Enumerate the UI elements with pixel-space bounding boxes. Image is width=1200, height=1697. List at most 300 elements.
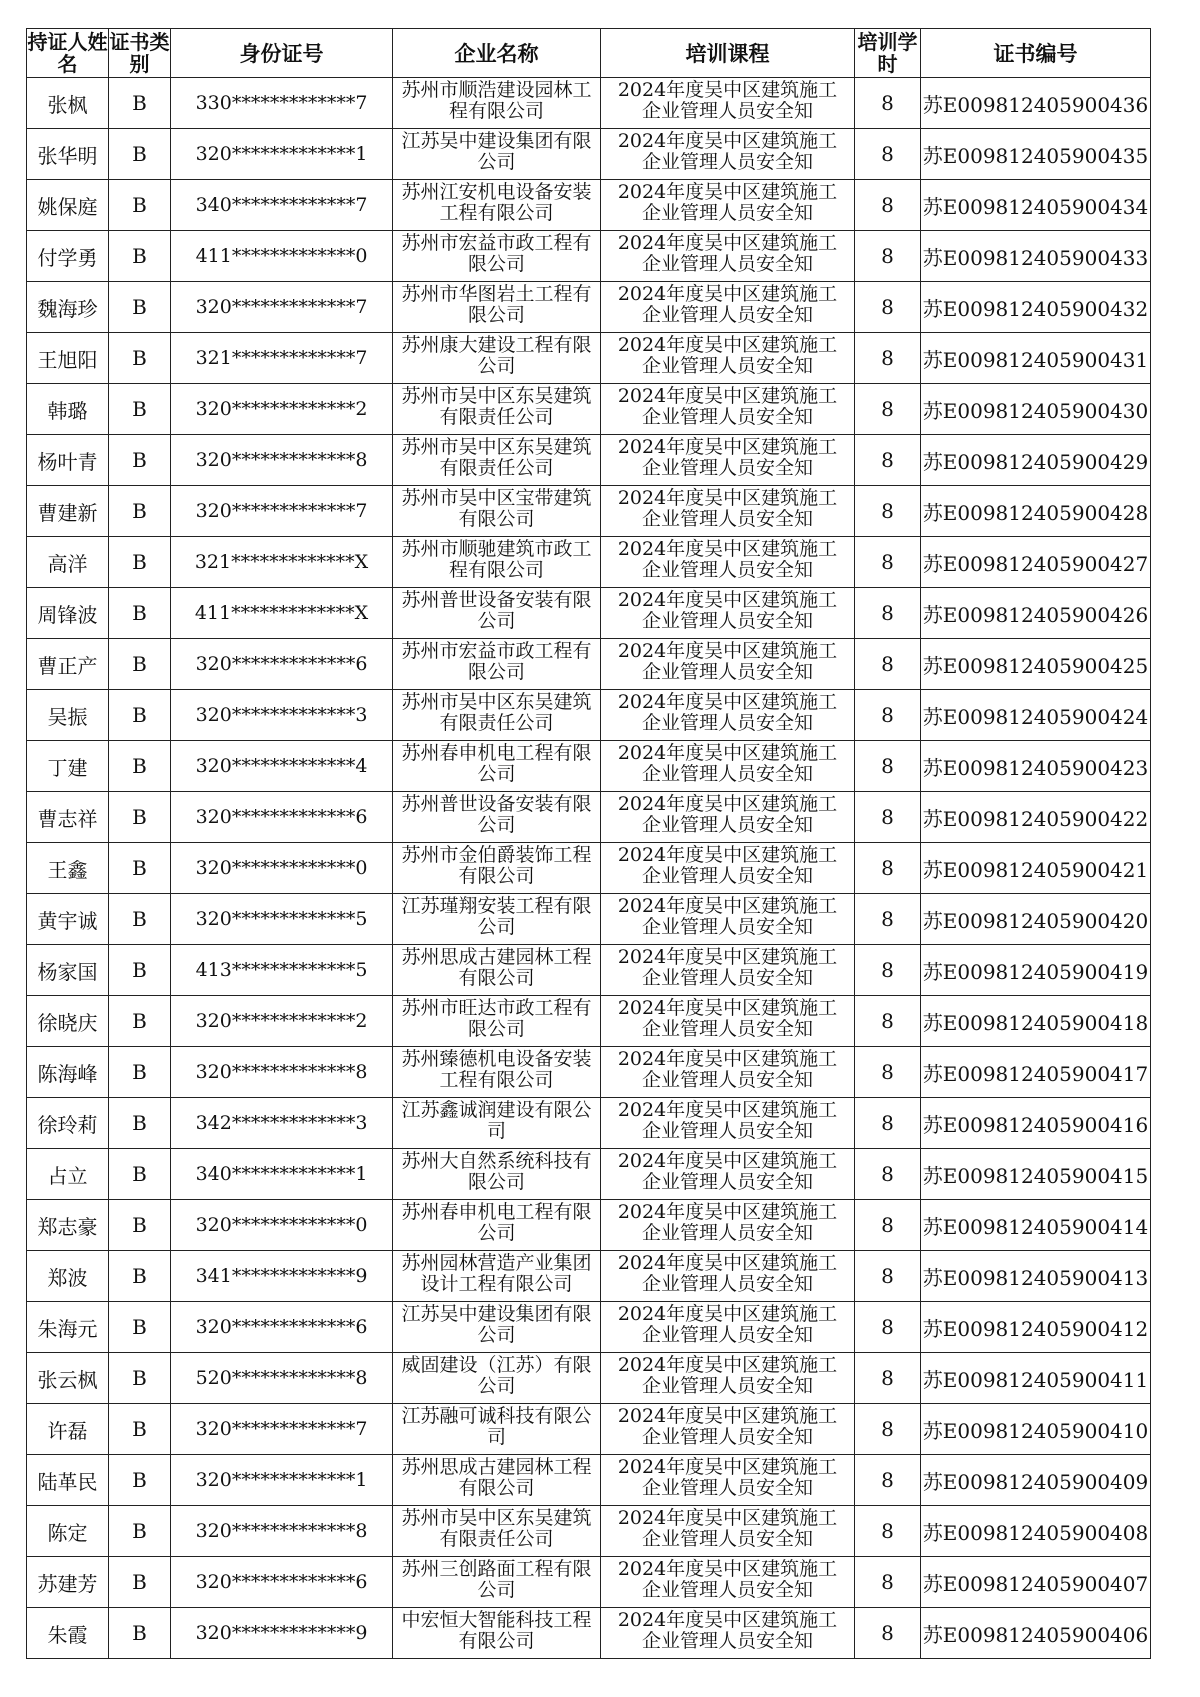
table-row <box>27 1149 1151 1200</box>
cell-hours: 8 <box>855 639 921 690</box>
cell-cert-no: 苏E009812405900433 <box>921 231 1151 282</box>
cell-id-number: 341*************9 <box>171 1251 393 1302</box>
cell-name: 曹志祥 <box>27 792 109 843</box>
cell-name: 杨家国 <box>27 945 109 996</box>
table-row <box>27 945 1151 996</box>
table-row <box>27 1098 1151 1149</box>
cell-name: 陈海峰 <box>27 1047 109 1098</box>
cell-company-text: 威固建设（江苏）有限公司 <box>401 1354 592 1397</box>
cell-name: 郑志豪 <box>27 1200 109 1251</box>
cell-course <box>601 384 855 435</box>
cell-id-number: 320*************0 <box>171 843 393 894</box>
cell-course <box>601 894 855 945</box>
cell-course <box>601 537 855 588</box>
cell-course <box>601 1251 855 1302</box>
cell-category: B <box>109 1557 171 1608</box>
cell-id-number: 320*************1 <box>171 129 393 180</box>
cell-course <box>601 1047 855 1098</box>
header-row <box>27 29 1151 78</box>
table-row <box>27 588 1151 639</box>
cell-company-text: 苏州江安机电设备安装工程有限公司 <box>401 181 592 224</box>
cell-name: 徐晓庆 <box>27 996 109 1047</box>
cell-cert-no: 苏E009812405900417 <box>921 1047 1151 1098</box>
header-course: 培训课程 <box>601 29 855 78</box>
cell-course-text: 2024年度吴中区建筑施工企业管理人员安全知 <box>617 742 838 785</box>
cell-hours: 8 <box>855 996 921 1047</box>
cell-name: 杨叶青 <box>27 435 109 486</box>
cell-course-text: 2024年度吴中区建筑施工企业管理人员安全知 <box>617 1507 838 1550</box>
cell-course <box>601 1302 855 1353</box>
cell-name: 张云枫 <box>27 1353 109 1404</box>
cell-cert-no: 苏E009812405900407 <box>921 1557 1151 1608</box>
cell-cert-no: 苏E009812405900427 <box>921 537 1151 588</box>
cell-id-number: 320*************4 <box>171 741 393 792</box>
cell-company-text: 苏州市吴中区东吴建筑有限责任公司 <box>401 385 592 428</box>
cell-hours: 8 <box>855 1098 921 1149</box>
cell-hours: 8 <box>855 78 921 129</box>
cell-course <box>601 690 855 741</box>
cell-hours: 8 <box>855 435 921 486</box>
table-row <box>27 78 1151 129</box>
cell-company <box>393 1149 601 1200</box>
cell-hours: 8 <box>855 282 921 333</box>
cell-hours: 8 <box>855 333 921 384</box>
cell-company <box>393 1302 601 1353</box>
cell-company <box>393 741 601 792</box>
table-row <box>27 639 1151 690</box>
cell-category: B <box>109 741 171 792</box>
cell-course-text: 2024年度吴中区建筑施工企业管理人员安全知 <box>617 895 838 938</box>
cell-company <box>393 690 601 741</box>
cell-course <box>601 1557 855 1608</box>
table-row <box>27 1557 1151 1608</box>
cell-category: B <box>109 1506 171 1557</box>
cell-course-text: 2024年度吴中区建筑施工企业管理人员安全知 <box>617 334 838 377</box>
cell-company-text: 苏州市吴中区东吴建筑有限责任公司 <box>401 1507 592 1550</box>
table-row <box>27 435 1151 486</box>
cell-cert-no: 苏E009812405900406 <box>921 1608 1151 1659</box>
cell-company <box>393 1047 601 1098</box>
cell-category: B <box>109 486 171 537</box>
cell-course-text: 2024年度吴中区建筑施工企业管理人员安全知 <box>617 1150 838 1193</box>
cell-company <box>393 1098 601 1149</box>
cell-cert-no: 苏E009812405900415 <box>921 1149 1151 1200</box>
cell-course <box>601 945 855 996</box>
cell-cert-no: 苏E009812405900421 <box>921 843 1151 894</box>
cell-id-number: 320*************6 <box>171 1557 393 1608</box>
cell-course <box>601 333 855 384</box>
cell-name: 王旭阳 <box>27 333 109 384</box>
cell-course-text: 2024年度吴中区建筑施工企业管理人员安全知 <box>617 589 838 632</box>
cell-id-number: 320*************3 <box>171 690 393 741</box>
header-cert-no: 证书编号 <box>921 29 1151 78</box>
cell-category: B <box>109 333 171 384</box>
cell-cert-no: 苏E009812405900435 <box>921 129 1151 180</box>
cell-company <box>393 1200 601 1251</box>
cell-hours: 8 <box>855 588 921 639</box>
cell-cert-no: 苏E009812405900411 <box>921 1353 1151 1404</box>
cell-company-text: 江苏吴中建设集团有限公司 <box>401 130 592 173</box>
cell-course-text: 2024年度吴中区建筑施工企业管理人员安全知 <box>617 79 838 122</box>
cell-company <box>393 180 601 231</box>
cell-id-number: 320*************8 <box>171 435 393 486</box>
table-row <box>27 741 1151 792</box>
cell-id-number: 320*************6 <box>171 639 393 690</box>
cell-course-text: 2024年度吴中区建筑施工企业管理人员安全知 <box>617 385 838 428</box>
cell-id-number: 321*************7 <box>171 333 393 384</box>
cell-category: B <box>109 996 171 1047</box>
cell-course <box>601 435 855 486</box>
cell-course <box>601 843 855 894</box>
cell-course <box>601 231 855 282</box>
cell-course <box>601 282 855 333</box>
cell-cert-no: 苏E009812405900408 <box>921 1506 1151 1557</box>
cell-name: 曹正产 <box>27 639 109 690</box>
cell-course <box>601 1149 855 1200</box>
cell-hours: 8 <box>855 1302 921 1353</box>
table-row <box>27 282 1151 333</box>
cell-course-text: 2024年度吴中区建筑施工企业管理人员安全知 <box>617 1048 838 1091</box>
cell-name: 魏海珍 <box>27 282 109 333</box>
cell-category: B <box>109 945 171 996</box>
cell-id-number: 320*************2 <box>171 384 393 435</box>
cell-name: 张枫 <box>27 78 109 129</box>
cell-hours: 8 <box>855 843 921 894</box>
cell-category: B <box>109 1404 171 1455</box>
table-row <box>27 1353 1151 1404</box>
cell-cert-no: 苏E009812405900429 <box>921 435 1151 486</box>
cell-course-text: 2024年度吴中区建筑施工企业管理人员安全知 <box>617 436 838 479</box>
cell-company-text: 苏州普世设备安装有限公司 <box>401 793 592 836</box>
cell-cert-no: 苏E009812405900416 <box>921 1098 1151 1149</box>
cell-id-number: 320*************7 <box>171 282 393 333</box>
cell-cert-no: 苏E009812405900432 <box>921 282 1151 333</box>
cell-company-text: 中宏恒大智能科技工程有限公司 <box>401 1609 592 1652</box>
cell-name: 韩璐 <box>27 384 109 435</box>
table-row <box>27 894 1151 945</box>
cell-company <box>393 537 601 588</box>
cell-name: 高洋 <box>27 537 109 588</box>
cell-course <box>601 1353 855 1404</box>
cell-hours: 8 <box>855 945 921 996</box>
cell-name: 陆革民 <box>27 1455 109 1506</box>
cell-hours: 8 <box>855 741 921 792</box>
cell-company <box>393 1557 601 1608</box>
cell-cert-no: 苏E009812405900434 <box>921 180 1151 231</box>
cell-category: B <box>109 690 171 741</box>
cell-course-text: 2024年度吴中区建筑施工企业管理人员安全知 <box>617 1456 838 1499</box>
cell-id-number: 320*************7 <box>171 1404 393 1455</box>
cell-name: 朱霞 <box>27 1608 109 1659</box>
cell-company <box>393 1455 601 1506</box>
cell-category: B <box>109 1047 171 1098</box>
cell-cert-no: 苏E009812405900412 <box>921 1302 1151 1353</box>
cell-company-text: 苏州市旺达市政工程有限公司 <box>401 997 592 1040</box>
cell-course-text: 2024年度吴中区建筑施工企业管理人员安全知 <box>617 130 838 173</box>
cell-course-text: 2024年度吴中区建筑施工企业管理人员安全知 <box>617 1354 838 1397</box>
cell-company-text: 苏州臻德机电设备安装工程有限公司 <box>401 1048 592 1091</box>
cell-name: 朱海元 <box>27 1302 109 1353</box>
cell-company-text: 苏州市华图岩土工程有限公司 <box>401 283 592 326</box>
cell-course <box>601 1200 855 1251</box>
cell-id-number: 413*************5 <box>171 945 393 996</box>
cell-company-text: 苏州市宏益市政工程有限公司 <box>401 640 592 683</box>
table-row <box>27 1047 1151 1098</box>
table-row <box>27 1200 1151 1251</box>
cell-course <box>601 741 855 792</box>
header-name: 持证人姓名 <box>27 30 108 76</box>
header-hours: 培训学时 <box>855 29 921 78</box>
cell-course <box>601 1608 855 1659</box>
table-row <box>27 129 1151 180</box>
cell-category: B <box>109 1251 171 1302</box>
cell-id-number: 342*************3 <box>171 1098 393 1149</box>
cell-name: 郑波 <box>27 1251 109 1302</box>
cell-course-text: 2024年度吴中区建筑施工企业管理人员安全知 <box>617 997 838 1040</box>
cell-category: B <box>109 231 171 282</box>
cell-category: B <box>109 78 171 129</box>
cell-hours: 8 <box>855 1149 921 1200</box>
cell-company-text: 苏州普世设备安装有限公司 <box>401 589 592 632</box>
cell-company-text: 苏州园林营造产业集团设计工程有限公司 <box>401 1252 592 1295</box>
cell-company <box>393 1353 601 1404</box>
cell-course-text: 2024年度吴中区建筑施工企业管理人员安全知 <box>617 181 838 224</box>
cell-name: 张华明 <box>27 129 109 180</box>
cell-course <box>601 1455 855 1506</box>
table-row <box>27 1251 1151 1302</box>
cell-course <box>601 1098 855 1149</box>
cell-id-number: 411*************0 <box>171 231 393 282</box>
cell-company <box>393 435 601 486</box>
cell-category: B <box>109 1353 171 1404</box>
cell-company <box>393 333 601 384</box>
cell-company <box>393 843 601 894</box>
cell-category: B <box>109 282 171 333</box>
cell-hours: 8 <box>855 690 921 741</box>
cell-name: 周锋波 <box>27 588 109 639</box>
cell-course-text: 2024年度吴中区建筑施工企业管理人员安全知 <box>617 283 838 326</box>
cell-course <box>601 486 855 537</box>
cell-id-number: 320*************9 <box>171 1608 393 1659</box>
cell-cert-no: 苏E009812405900409 <box>921 1455 1151 1506</box>
cell-course-text: 2024年度吴中区建筑施工企业管理人员安全知 <box>617 1405 838 1448</box>
cell-course-text: 2024年度吴中区建筑施工企业管理人员安全知 <box>617 1252 838 1295</box>
cell-course-text: 2024年度吴中区建筑施工企业管理人员安全知 <box>617 1099 838 1142</box>
cell-course <box>601 588 855 639</box>
table-row <box>27 1608 1151 1659</box>
cell-name: 曹建新 <box>27 486 109 537</box>
table-row <box>27 486 1151 537</box>
cell-course <box>601 996 855 1047</box>
cell-course-text: 2024年度吴中区建筑施工企业管理人员安全知 <box>617 487 838 530</box>
cell-hours: 8 <box>855 894 921 945</box>
cell-company <box>393 894 601 945</box>
cell-id-number: 320*************8 <box>171 1047 393 1098</box>
table-row <box>27 537 1151 588</box>
cell-cert-no: 苏E009812405900428 <box>921 486 1151 537</box>
cell-hours: 8 <box>855 1608 921 1659</box>
cell-id-number: 320*************5 <box>171 894 393 945</box>
header-company: 企业名称 <box>393 29 601 78</box>
table-row <box>27 384 1151 435</box>
cell-course-text: 2024年度吴中区建筑施工企业管理人员安全知 <box>617 1609 838 1652</box>
cell-cert-no: 苏E009812405900430 <box>921 384 1151 435</box>
table-body <box>27 78 1151 1659</box>
cell-name: 徐玲莉 <box>27 1098 109 1149</box>
cell-cert-no: 苏E009812405900422 <box>921 792 1151 843</box>
cell-company-text: 苏州春申机电工程有限公司 <box>401 742 592 785</box>
cell-course-text: 2024年度吴中区建筑施工企业管理人员安全知 <box>617 793 838 836</box>
cell-hours: 8 <box>855 1200 921 1251</box>
cell-company-text: 江苏鑫诚润建设有限公司 <box>401 1099 592 1142</box>
cell-name: 丁建 <box>27 741 109 792</box>
header-category: 证书类别 <box>109 30 170 76</box>
table-row <box>27 1302 1151 1353</box>
cell-id-number: 320*************6 <box>171 1302 393 1353</box>
cell-company-text: 苏州市顺驰建筑市政工程有限公司 <box>401 538 592 581</box>
cell-course <box>601 639 855 690</box>
cell-company <box>393 996 601 1047</box>
cell-name: 占立 <box>27 1149 109 1200</box>
table-row <box>27 690 1151 741</box>
cell-hours: 8 <box>855 486 921 537</box>
cell-company <box>393 1608 601 1659</box>
cell-course <box>601 78 855 129</box>
cell-course-text: 2024年度吴中区建筑施工企业管理人员安全知 <box>617 538 838 581</box>
cell-company-text: 苏州市顺浩建设园林工程有限公司 <box>401 79 592 122</box>
cell-category: B <box>109 1200 171 1251</box>
cell-category: B <box>109 639 171 690</box>
cell-id-number: 321*************X <box>171 537 393 588</box>
cell-cert-no: 苏E009812405900436 <box>921 78 1151 129</box>
cell-id-number: 411*************X <box>171 588 393 639</box>
cell-company-text: 江苏吴中建设集团有限公司 <box>401 1303 592 1346</box>
cell-name: 姚保庭 <box>27 180 109 231</box>
cell-course-text: 2024年度吴中区建筑施工企业管理人员安全知 <box>617 844 838 887</box>
cell-hours: 8 <box>855 231 921 282</box>
cell-course-text: 2024年度吴中区建筑施工企业管理人员安全知 <box>617 946 838 989</box>
cell-hours: 8 <box>855 1251 921 1302</box>
cell-company-text: 苏州市金伯爵装饰工程有限公司 <box>401 844 592 887</box>
cell-category: B <box>109 384 171 435</box>
cell-cert-no: 苏E009812405900425 <box>921 639 1151 690</box>
table-row <box>27 1455 1151 1506</box>
cell-id-number: 320*************8 <box>171 1506 393 1557</box>
cell-company-text: 苏州春申机电工程有限公司 <box>401 1201 592 1244</box>
cell-company <box>393 231 601 282</box>
cell-id-number: 320*************6 <box>171 792 393 843</box>
cell-company <box>393 639 601 690</box>
cell-cert-no: 苏E009812405900424 <box>921 690 1151 741</box>
cell-name: 吴振 <box>27 690 109 741</box>
cell-id-number: 340*************1 <box>171 1149 393 1200</box>
cell-id-number: 320*************0 <box>171 1200 393 1251</box>
cell-category: B <box>109 1149 171 1200</box>
table-row <box>27 1404 1151 1455</box>
cell-name: 苏建芳 <box>27 1557 109 1608</box>
cell-company <box>393 1506 601 1557</box>
cell-course <box>601 129 855 180</box>
cell-category: B <box>109 588 171 639</box>
cell-company <box>393 384 601 435</box>
cell-course-text: 2024年度吴中区建筑施工企业管理人员安全知 <box>617 232 838 275</box>
cell-hours: 8 <box>855 384 921 435</box>
cell-company <box>393 1251 601 1302</box>
cell-category: B <box>109 537 171 588</box>
table-row <box>27 843 1151 894</box>
cell-hours: 8 <box>855 1047 921 1098</box>
cell-course-text: 2024年度吴中区建筑施工企业管理人员安全知 <box>617 640 838 683</box>
cell-company <box>393 1404 601 1455</box>
cell-category: B <box>109 435 171 486</box>
cell-course-text: 2024年度吴中区建筑施工企业管理人员安全知 <box>617 1303 838 1346</box>
cell-course <box>601 1506 855 1557</box>
cell-company-text: 苏州市吴中区宝带建筑有限公司 <box>401 487 592 530</box>
cell-cert-no: 苏E009812405900426 <box>921 588 1151 639</box>
cell-category: B <box>109 1455 171 1506</box>
cell-company-text: 苏州市吴中区东吴建筑有限责任公司 <box>401 436 592 479</box>
cell-category: B <box>109 180 171 231</box>
cell-name: 王鑫 <box>27 843 109 894</box>
cell-company-text: 苏州市吴中区东吴建筑有限责任公司 <box>401 691 592 734</box>
cell-hours: 8 <box>855 1404 921 1455</box>
header-id-number: 身份证号 <box>171 29 393 78</box>
cell-id-number: 320*************7 <box>171 486 393 537</box>
cell-course-text: 2024年度吴中区建筑施工企业管理人员安全知 <box>617 1558 838 1601</box>
table-row <box>27 180 1151 231</box>
cell-hours: 8 <box>855 1506 921 1557</box>
cell-id-number: 340*************7 <box>171 180 393 231</box>
cell-company-text: 苏州市宏益市政工程有限公司 <box>401 232 592 275</box>
table-row <box>27 792 1151 843</box>
cell-cert-no: 苏E009812405900413 <box>921 1251 1151 1302</box>
cell-course <box>601 180 855 231</box>
cell-cert-no: 苏E009812405900420 <box>921 894 1151 945</box>
cell-company-text: 江苏瑾翔安装工程有限公司 <box>401 895 592 938</box>
cell-id-number: 320*************2 <box>171 996 393 1047</box>
cell-course-text: 2024年度吴中区建筑施工企业管理人员安全知 <box>617 691 838 734</box>
cell-cert-no: 苏E009812405900419 <box>921 945 1151 996</box>
cell-name: 陈定 <box>27 1506 109 1557</box>
cell-hours: 8 <box>855 537 921 588</box>
cell-id-number: 520*************8 <box>171 1353 393 1404</box>
cell-company-text: 苏州大自然系统科技有限公司 <box>401 1150 592 1193</box>
cell-cert-no: 苏E009812405900431 <box>921 333 1151 384</box>
cell-name: 付学勇 <box>27 231 109 282</box>
cell-cert-no: 苏E009812405900414 <box>921 1200 1151 1251</box>
cell-company-text: 苏州康大建设工程有限公司 <box>401 334 592 377</box>
cell-company-text: 苏州思成古建园林工程有限公司 <box>401 946 592 989</box>
cell-category: B <box>109 1302 171 1353</box>
cell-company <box>393 78 601 129</box>
table-header <box>27 29 1151 78</box>
table-row <box>27 996 1151 1047</box>
cell-course-text: 2024年度吴中区建筑施工企业管理人员安全知 <box>617 1201 838 1244</box>
cell-company <box>393 588 601 639</box>
table-row <box>27 1506 1151 1557</box>
cell-hours: 8 <box>855 180 921 231</box>
cell-hours: 8 <box>855 129 921 180</box>
cell-hours: 8 <box>855 1353 921 1404</box>
cell-category: B <box>109 894 171 945</box>
cell-hours: 8 <box>855 792 921 843</box>
cell-name: 黄宇诚 <box>27 894 109 945</box>
cell-category: B <box>109 1608 171 1659</box>
cell-hours: 8 <box>855 1455 921 1506</box>
table-row <box>27 231 1151 282</box>
cell-company-text: 苏州思成古建园林工程有限公司 <box>401 1456 592 1499</box>
cell-course <box>601 792 855 843</box>
